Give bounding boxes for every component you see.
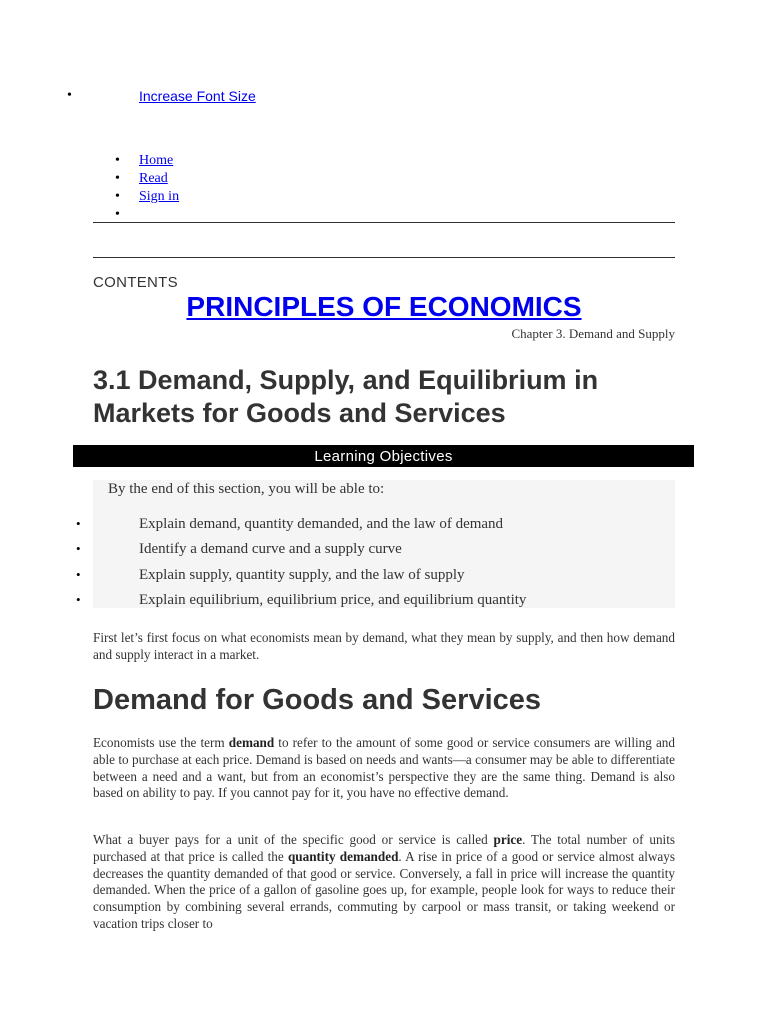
term-quantity-demanded: quantity demanded	[287, 848, 399, 864]
text-run: . The total number of units purchased at that price is called the	[93, 832, 675, 864]
list-bullet: •	[67, 88, 72, 103]
sign-in-link[interactable]: Sign in	[139, 189, 180, 204]
site-nav	[93, 152, 675, 224]
nav-item-home	[93, 152, 675, 170]
read-link[interactable]: Read	[139, 171, 168, 186]
home-link[interactable]: Home	[139, 153, 174, 168]
chapter-label: Chapter 3. Demand and Supply	[511, 326, 675, 341]
book-title-container	[93, 291, 675, 323]
nav-item-read	[93, 170, 675, 188]
learning-objectives-intro: By the end of this section, you will be able to:	[108, 481, 385, 497]
demand-heading: Demand for Goods and Services	[93, 684, 542, 716]
text-run: to refer to the amount of some good or service consumers are willing and able to purchase at each price. Demand is based on needs and wants—a consumer may be able to differentiate between a need and a want, but from an economist’s perspective they are the same thing. Demand is also based on ability to pay. If you cannot pay for it, you have no effective demand.	[93, 735, 675, 801]
nav-item-sign-in	[93, 188, 675, 206]
contents-label: CONTENTS	[93, 274, 178, 291]
book-title-link[interactable]: PRINCIPLES OF ECONOMICS	[186, 291, 582, 322]
increase-font-size-link[interactable]: Increase Font Size	[139, 88, 256, 104]
demand-paragraph	[93, 735, 675, 802]
term-price: price	[493, 832, 523, 847]
term-demand: demand	[228, 735, 275, 750]
text-run: Economists use the term	[93, 735, 229, 750]
list-item: • Explain supply, quantity supply, and the law of supply	[73, 565, 675, 590]
section-title: 3.1 Demand, Supply, and Equilibrium in Markets for Goods and Services	[93, 365, 599, 428]
price-paragraph	[93, 832, 675, 932]
divider	[93, 222, 675, 223]
learning-objectives-list	[73, 514, 675, 615]
list-item: • Explain demand, quantity demanded, and the law of demand	[73, 514, 675, 539]
list-item: • Explain equilibrium, equilibrium price, and equilibrium quantity	[73, 590, 675, 615]
intro-paragraph: First let’s first focus on what economists mean by demand, what they mean by supply, and then how demand and supply interact in a market.	[93, 630, 675, 662]
text-run: . A rise in price of a good or service almost always decreases the quantity demanded of that good or service. Conversely, a fall in price will increase the quantity demanded. When the price of a gallon of gasoline goes up, for example, people look for ways to reduce their consumption by combining several errands, commuting by carpool or mass transit, or taking weekend or vacation trips closer to	[93, 848, 675, 931]
list-item: • Identify a demand curve and a supply curve	[73, 539, 675, 564]
learning-objectives-heading: Learning Objectives	[73, 445, 694, 467]
text-run: What a buyer pays for a unit of the specific good or service is called	[93, 832, 494, 847]
divider	[93, 257, 675, 258]
